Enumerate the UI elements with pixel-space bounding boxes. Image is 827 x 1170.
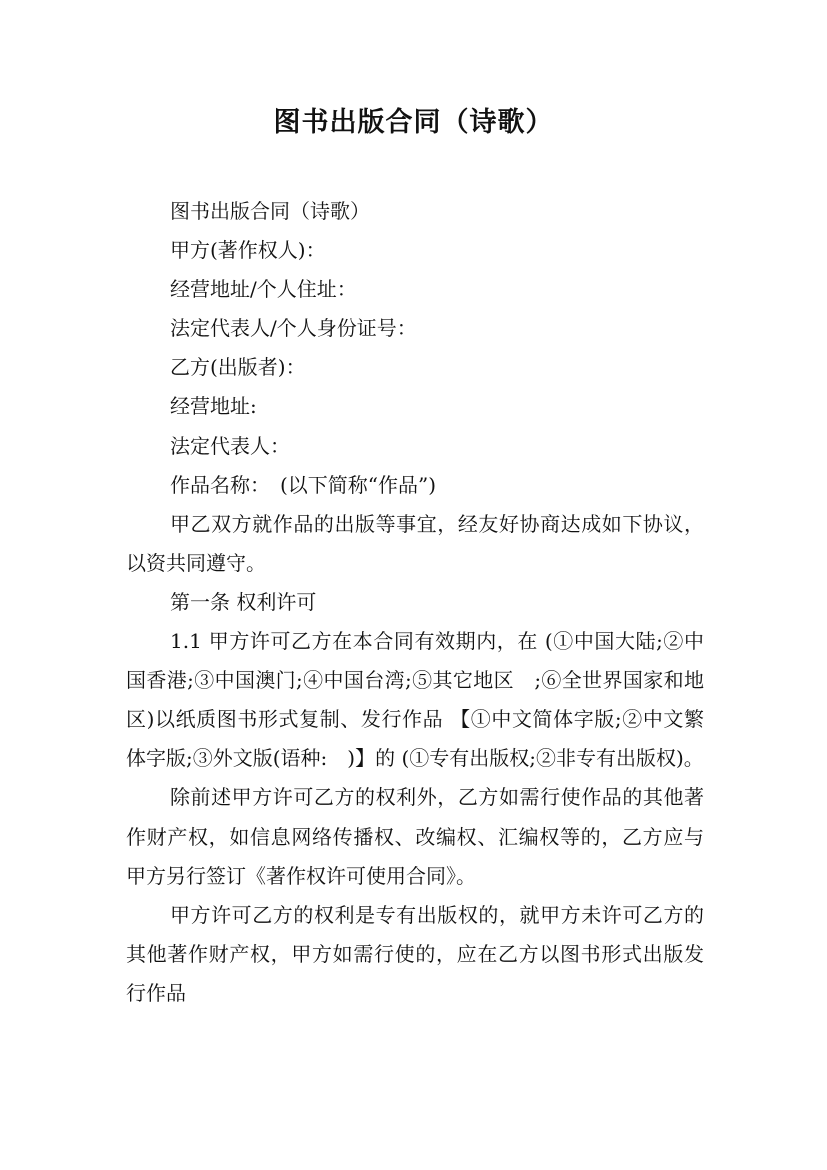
clause-1-1: 1.1 甲方许可乙方在本合同有效期内，在 (①中国大陆;②中国香港;③中国澳门;④中国台湾;⑤其它地区 ;⑥全世界国家和地区)以纸质图书形式复制、发行作品 【①中文简体字版;②中文繁体字版;③外文版(语种: )】的 (①专有出版权;②非专有出版权)。 (126, 629, 704, 771)
paragraph-party-b: 乙方(出版者)： (170, 355, 306, 380)
paragraph-work-title: 作品名称： (以下简称“作品”) (170, 472, 437, 497)
article-1-heading: 第一条 权利许可 (170, 589, 317, 614)
document-title: 图书出版合同（诗歌） (273, 107, 554, 138)
paragraph-party-b-address: 经营地址: (170, 394, 257, 419)
document-body (126, 192, 704, 1013)
paragraph-other-rights: 除前述甲方许可乙方的权利外，乙方如需行使作品的其他著作财产权，如信息网络传播权、改编权、汇编权等的，乙方应与甲方另行签订《著作权许可使用合同》。 (126, 785, 704, 888)
paragraph-preamble: 甲乙双方就作品的出版等事宜，经友好协商达成如下协议，以资共同遵守。 (126, 511, 704, 575)
paragraph-exclusive-rights: 甲方许可乙方的权利是专有出版权的，就甲方未许可乙方的其他著作财产权，甲方如需行使的，应在乙方以图书形式出版发行作品 (126, 902, 704, 1005)
paragraph-party-a: 甲方(著作权人)： (170, 238, 326, 263)
paragraph-subtitle: 图书出版合同（诗歌） (170, 199, 370, 223)
paragraph-party-a-representative: 法定代表人/个人身份证号： (170, 316, 417, 341)
paragraph-party-a-address: 经营地址/个人住址： (170, 277, 357, 302)
paragraph-party-b-representative: 法定代表人： (170, 433, 290, 458)
